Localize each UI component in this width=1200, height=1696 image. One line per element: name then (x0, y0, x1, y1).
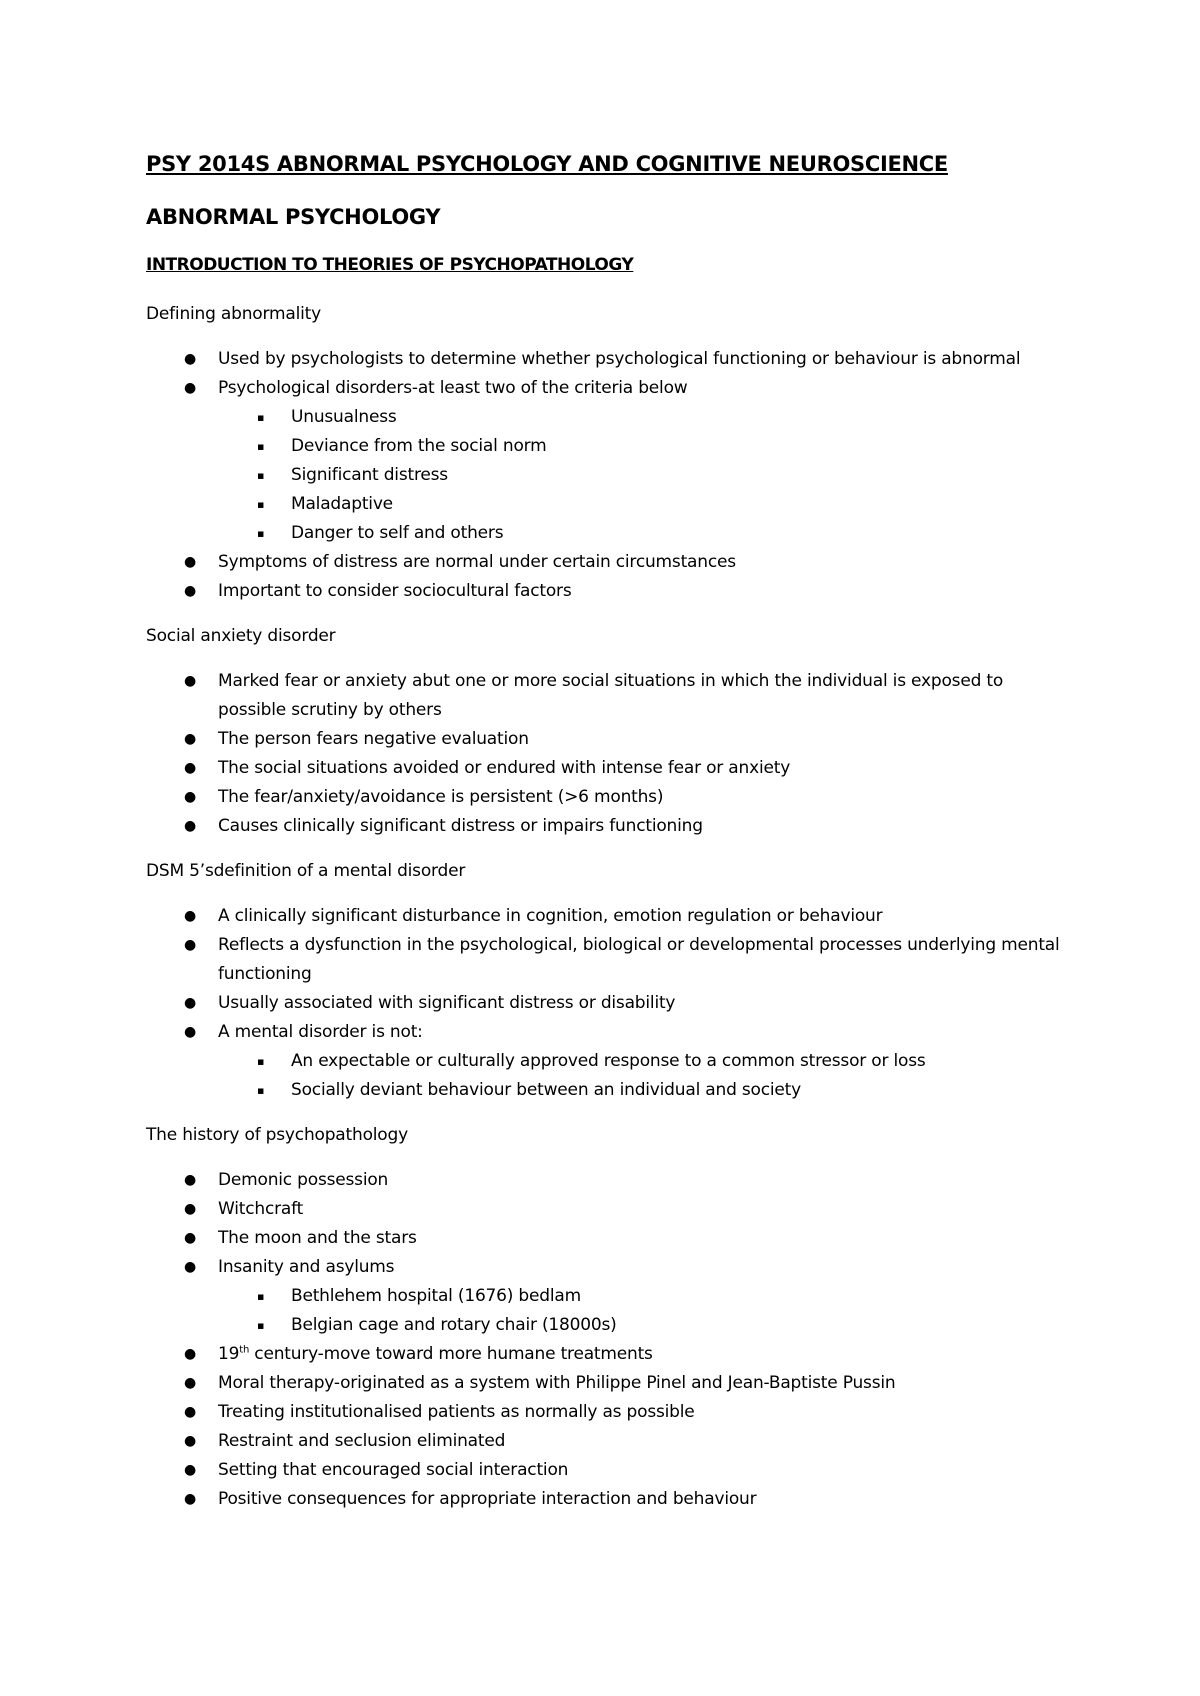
square-bullet-icon: ▪ (257, 411, 265, 424)
list-item: ● Positive consequences for appropriate interaction and behaviour (0, 1485, 1200, 1514)
bullet-list (0, 667, 1200, 841)
sub-list-item: ▪ Belgian cage and rotary chair (18000s) (0, 1311, 1200, 1340)
bullet-icon: ● (184, 760, 197, 776)
sub-list-item: ▪ Socially deviant behaviour between an individual and society (0, 1076, 1200, 1105)
sub-list-item: ▪ Unusualness (0, 403, 1200, 432)
list-item: ● The moon and the stars (0, 1224, 1200, 1253)
list-item: ● The social situations avoided or endured with intense fear or anxiety (0, 754, 1200, 783)
document-body (0, 300, 1200, 1530)
square-bullet-icon: ▪ (257, 527, 265, 540)
list-item: ● Marked fear or anxiety abut one or more social situations in which the individual is exposed to possible scrutiny by others (0, 667, 1200, 725)
sub-list-item: ▪ Maladaptive (0, 490, 1200, 519)
topic-title: Defining abnormality (146, 304, 321, 324)
bullet-list (0, 345, 1200, 606)
list-item: ● Witchcraft (0, 1195, 1200, 1224)
square-bullet-icon: ▪ (257, 1290, 265, 1303)
list-item: ● Symptoms of distress are normal under certain circumstances (0, 548, 1200, 577)
list-item: ● Used by psychologists to determine whether psychological functioning or behaviour is abnormal (0, 345, 1200, 374)
square-bullet-icon: ▪ (257, 440, 265, 453)
section-defining-abnormality (0, 300, 1200, 606)
bullet-icon: ● (184, 1491, 197, 1507)
list-item: ● Causes clinically significant distress or impairs functioning (0, 812, 1200, 841)
sub-list-item: ▪ Significant distress (0, 461, 1200, 490)
bullet-icon: ● (184, 673, 197, 689)
section-heading: ABNORMAL PSYCHOLOGY (146, 205, 441, 229)
bullet-list (0, 902, 1200, 1105)
document-title: PSY 2014S ABNORMAL PSYCHOLOGY AND COGNITIVE NEUROSCIENCE (146, 152, 948, 176)
bullet-icon: ● (184, 937, 197, 953)
section-social-anxiety (0, 622, 1200, 841)
bullet-icon: ● (184, 554, 197, 570)
bullet-icon: ● (184, 1230, 197, 1246)
bullet-icon: ● (184, 1375, 197, 1391)
square-bullet-icon: ▪ (257, 1084, 265, 1097)
list-item: ● Demonic possession (0, 1166, 1200, 1195)
list-item: ● Setting that encouraged social interaction (0, 1456, 1200, 1485)
list-item: ● Usually associated with significant distress or disability (0, 989, 1200, 1018)
sub-list-item: ▪ Deviance from the social norm (0, 432, 1200, 461)
list-item: ● Reflects a dysfunction in the psychological, biological or developmental processes underlying mental functioning (0, 931, 1200, 989)
list-item: ● The person fears negative evaluation (0, 725, 1200, 754)
list-item: ● Moral therapy-originated as a system with Philippe Pinel and Jean-Baptiste Pussin (0, 1369, 1200, 1398)
square-bullet-icon: ▪ (257, 469, 265, 482)
sub-list-item: ▪ Danger to self and others (0, 519, 1200, 548)
list-item: ● A mental disorder is not: (0, 1018, 1200, 1047)
bullet-icon: ● (184, 1172, 197, 1188)
square-bullet-icon: ▪ (257, 1319, 265, 1332)
bullet-icon: ● (184, 1433, 197, 1449)
sub-list-item: ▪ Bethlehem hospital (1676) bedlam (0, 1282, 1200, 1311)
ordinal-suffix: th (239, 1344, 250, 1356)
bullet-icon: ● (184, 1201, 197, 1217)
list-item (0, 1340, 1200, 1369)
bullet-icon: ● (184, 1346, 197, 1362)
square-bullet-icon: ▪ (257, 1055, 265, 1068)
bullet-icon: ● (184, 380, 197, 396)
list-item: ● Psychological disorders-at least two of the criteria below (0, 374, 1200, 403)
square-bullet-icon: ▪ (257, 498, 265, 511)
sub-list-item: ▪ An expectable or culturally approved response to a common stressor or loss (0, 1047, 1200, 1076)
bullet-icon: ● (184, 731, 197, 747)
list-item: ● Restraint and seclusion eliminated (0, 1427, 1200, 1456)
bullet-icon: ● (184, 1462, 197, 1478)
topic-title: DSM 5’sdefinition of a mental disorder (146, 861, 466, 881)
section-dsm5-definition (0, 857, 1200, 1105)
bullet-icon: ● (184, 1404, 197, 1420)
century-text: century-move toward more humane treatments (249, 1344, 653, 1364)
bullet-icon: ● (184, 995, 197, 1011)
bullet-icon: ● (184, 351, 197, 367)
bullet-icon: ● (184, 1024, 197, 1040)
bullet-icon: ● (184, 1259, 197, 1275)
topic-title: Social anxiety disorder (146, 626, 336, 646)
bullet-icon: ● (184, 908, 197, 924)
bullet-icon: ● (184, 818, 197, 834)
list-item: ● The fear/anxiety/avoidance is persistent (>6 months) (0, 783, 1200, 812)
century-number: 19 (218, 1344, 240, 1364)
subsection-heading: INTRODUCTION TO THEORIES OF PSYCHOPATHOLOGY (146, 255, 634, 275)
bullet-list (0, 1166, 1200, 1514)
bullet-icon: ● (184, 789, 197, 805)
list-item: ● Important to consider sociocultural factors (0, 577, 1200, 606)
list-item: ● Insanity and asylums (0, 1253, 1200, 1282)
section-history (0, 1121, 1200, 1514)
list-item: ● A clinically significant disturbance in cognition, emotion regulation or behaviour (0, 902, 1200, 931)
bullet-icon: ● (184, 583, 197, 599)
topic-title: The history of psychopathology (146, 1125, 408, 1145)
list-item: ● Treating institutionalised patients as normally as possible (0, 1398, 1200, 1427)
